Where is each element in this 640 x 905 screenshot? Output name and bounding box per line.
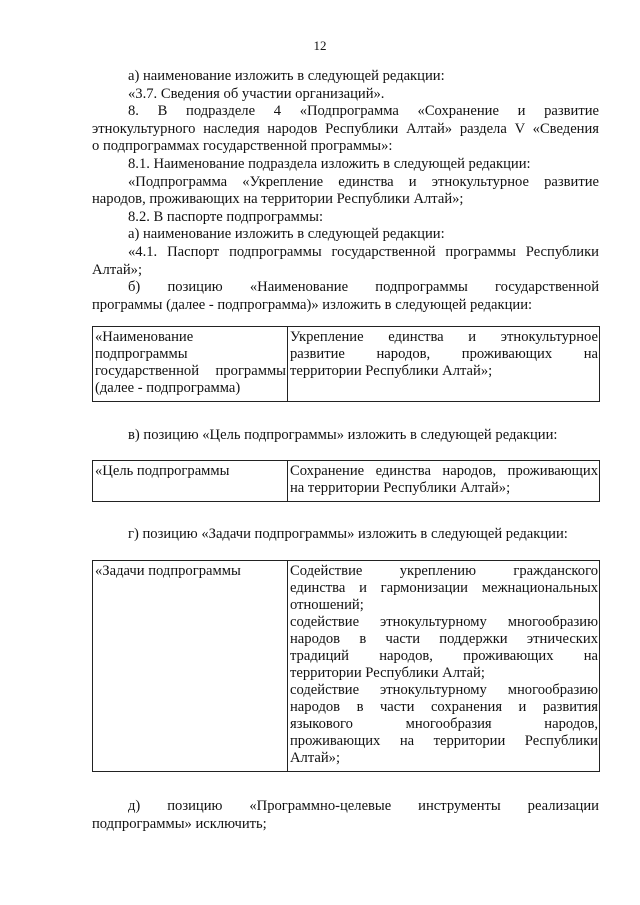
table-row [93,327,600,402]
table-subprogram-tasks [92,560,600,772]
text-line: подпрограммы» исключить; [92,816,267,832]
cell-line: территории Республики Алтай; [290,665,485,681]
text-line: в) позицию «Цель подпрограммы» изложить в следующей редакции: [128,427,558,443]
table-cell-label [93,561,288,772]
text-line: 8.2. В паспорте подпрограммы: [128,209,324,225]
text-line: 8.1. Наименование подраздела изложить в следующей редакции: [128,156,531,172]
cell-line: содействие этнокультурному многообразию [290,614,598,630]
cell-line: народов в части сохранения и развития [290,699,598,715]
cell-line: проживающих на территории Республики [290,733,598,749]
table-row [93,461,600,502]
cell-line: территории Республики Алтай»; [290,363,493,379]
cell-line: государственной программы [95,363,286,379]
text-line: б) позицию «Наименование подпрограммы государственной [128,279,599,295]
text-line: «3.7. Сведения об участии организаций». [128,86,385,102]
text-line: 8. В подразделе 4 «Подпрограмма «Сохранение и развитие [128,103,599,119]
cell-line: отношений; [290,597,364,613]
cell-line: содействие этнокультурному многообразию [290,682,598,698]
cell-line: «Цель подпрограммы [95,463,230,479]
text-line: народов, проживающих на территории Республики Алтай»; [92,191,464,207]
page-number: 12 [313,38,327,53]
cell-line: подпрограммы [95,346,188,362]
table-cell-label [93,461,288,502]
cell-line: развитие народов, проживающих на [290,346,598,362]
cell-line: на территории Республики Алтай»; [290,480,511,496]
text-line: этнокультурного наследия народов Республики Алтай» раздела V «Сведения [92,121,599,137]
text-line: о подпрограммах государственной программы»: [92,138,393,154]
cell-line: традиций народов, проживающих на [290,648,598,664]
table-cell-value [288,461,600,502]
cell-line: (далее - подпрограмма) [95,380,241,396]
text-line: программы (далее - подпрограмма)» изложить в следующей редакции: [92,297,533,313]
text-line: а) наименование изложить в следующей редакции: [128,226,445,242]
cell-line: «Задачи подпрограммы [95,563,241,579]
text-line: д) позицию «Программно-целевые инструменты реализации [128,798,599,814]
cell-line: языкового многообразия народов, [290,716,598,732]
table-row [93,561,600,772]
cell-line: «Наименование [95,329,194,345]
table-cell-value [288,327,600,402]
text-line: «4.1. Паспорт подпрограммы государственной программы Республики [128,244,599,260]
cell-line: единства и гармонизации межнациональных [290,580,598,596]
table-cell-value [288,561,600,772]
cell-line: Алтай»; [290,750,341,766]
text-line: «Подпрограмма «Укрепление единства и этнокультурное развитие [128,174,599,190]
text-line: а) наименование изложить в следующей редакции: [128,68,445,84]
table-subprogram-name [92,326,600,402]
cell-line [95,480,286,497]
cell-line: Сохранение единства народов, проживающих [290,463,598,479]
text-line: Алтай»; [92,262,143,278]
cell-line: народов в части поддержки этнических [290,631,598,647]
cell-line: Укрепление единства и этнокультурное [290,329,598,345]
text-line: г) позицию «Задачи подпрограммы» изложить в следующей редакции: [128,526,568,542]
cell-line: Содействие укреплению гражданского [290,563,598,579]
table-cell-label [93,327,288,402]
table-subprogram-goal [92,460,600,502]
